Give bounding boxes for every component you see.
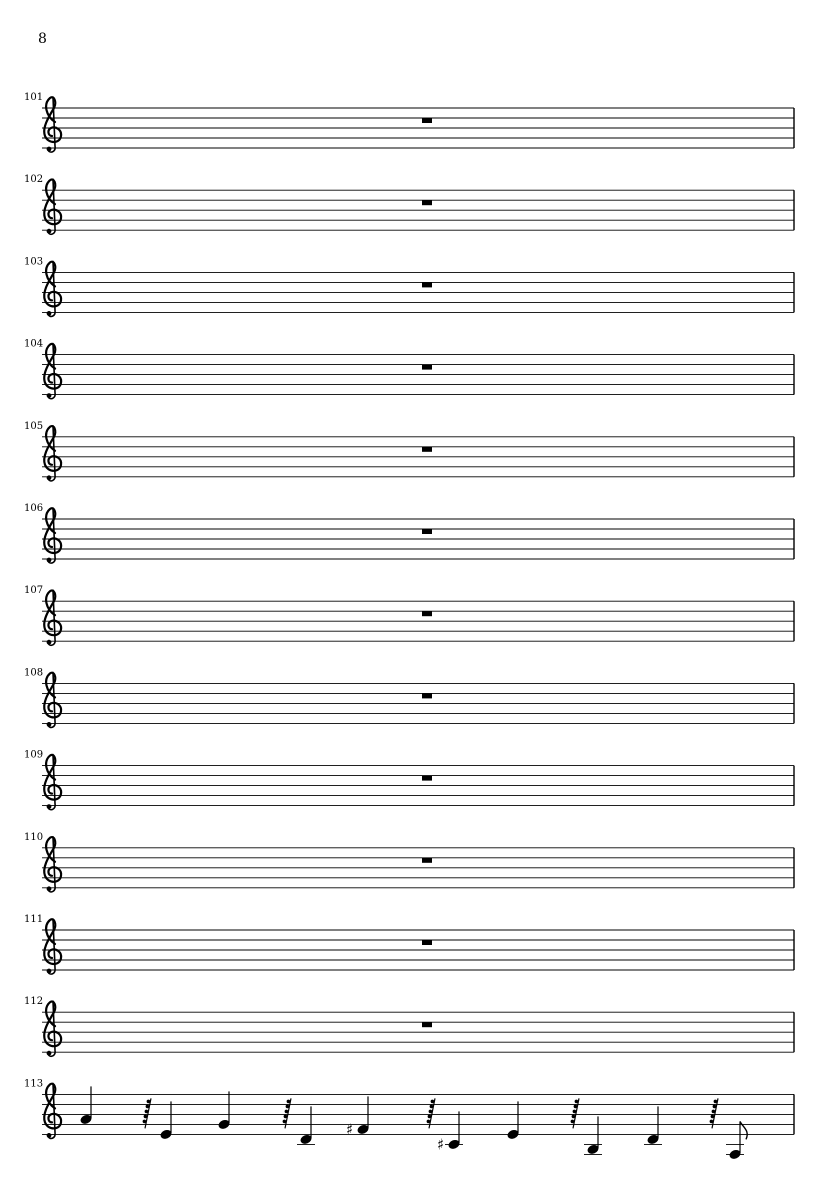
treble-clef-icon xyxy=(44,1001,61,1056)
whole-rest xyxy=(422,447,432,452)
whole-rest xyxy=(422,1022,432,1027)
staff-system xyxy=(24,256,794,316)
staff-system xyxy=(24,92,794,152)
treble-clef-icon xyxy=(44,97,61,152)
staff-system xyxy=(24,174,794,234)
treble-clef-icon xyxy=(44,755,61,810)
rest-128th xyxy=(143,1098,151,1128)
whole-rest xyxy=(422,611,432,616)
measure-number: 102 xyxy=(24,174,44,186)
treble-clef-icon xyxy=(44,1083,61,1138)
whole-rest xyxy=(422,529,432,534)
whole-rest xyxy=(422,940,432,945)
treble-clef-icon xyxy=(44,508,61,563)
sharp-icon: ♯ xyxy=(437,1135,445,1154)
treble-clef-icon xyxy=(44,919,61,974)
staff-system xyxy=(24,1078,794,1160)
whole-rest xyxy=(422,118,432,123)
measure-number: 107 xyxy=(24,585,44,597)
treble-clef-icon xyxy=(44,179,61,234)
sharp-icon: ♯ xyxy=(346,1120,354,1139)
measure-number: 101 xyxy=(24,92,44,103)
measure-number: 104 xyxy=(24,338,44,350)
staff-system xyxy=(24,503,794,563)
treble-clef-icon xyxy=(44,837,61,892)
treble-clef-icon xyxy=(44,590,61,645)
staff-system xyxy=(24,832,794,892)
staff-system xyxy=(24,421,794,481)
staff-system xyxy=(24,667,794,727)
staff-system xyxy=(24,914,794,974)
measure-number: 113 xyxy=(24,1078,44,1090)
measure-number: 110 xyxy=(24,831,44,843)
measure-number: 105 xyxy=(24,420,44,432)
measure-number: 108 xyxy=(24,667,44,679)
measure-number: 106 xyxy=(24,503,44,514)
treble-clef-icon xyxy=(44,426,61,481)
treble-clef-icon xyxy=(44,344,61,399)
measure-number: 111 xyxy=(24,914,44,925)
treble-clef-icon xyxy=(44,672,61,727)
treble-clef-icon xyxy=(44,261,61,316)
whole-rest xyxy=(422,776,432,781)
rest-128th xyxy=(710,1098,718,1128)
whole-rest xyxy=(422,282,432,287)
page-number: 8 xyxy=(38,31,47,47)
measure-number: 112 xyxy=(24,996,44,1008)
measure-number: 103 xyxy=(24,256,44,268)
whole-rest xyxy=(422,200,432,205)
staff-system xyxy=(24,996,794,1056)
rest-128th xyxy=(571,1098,579,1128)
rest-128th xyxy=(427,1098,435,1128)
staff-system xyxy=(24,585,794,645)
whole-rest xyxy=(422,365,432,370)
staff-system xyxy=(24,339,794,399)
staff-system xyxy=(24,750,794,810)
whole-rest xyxy=(422,693,432,698)
whole-rest xyxy=(422,858,432,863)
measure-number: 109 xyxy=(24,749,44,761)
rest-128th xyxy=(283,1098,291,1128)
